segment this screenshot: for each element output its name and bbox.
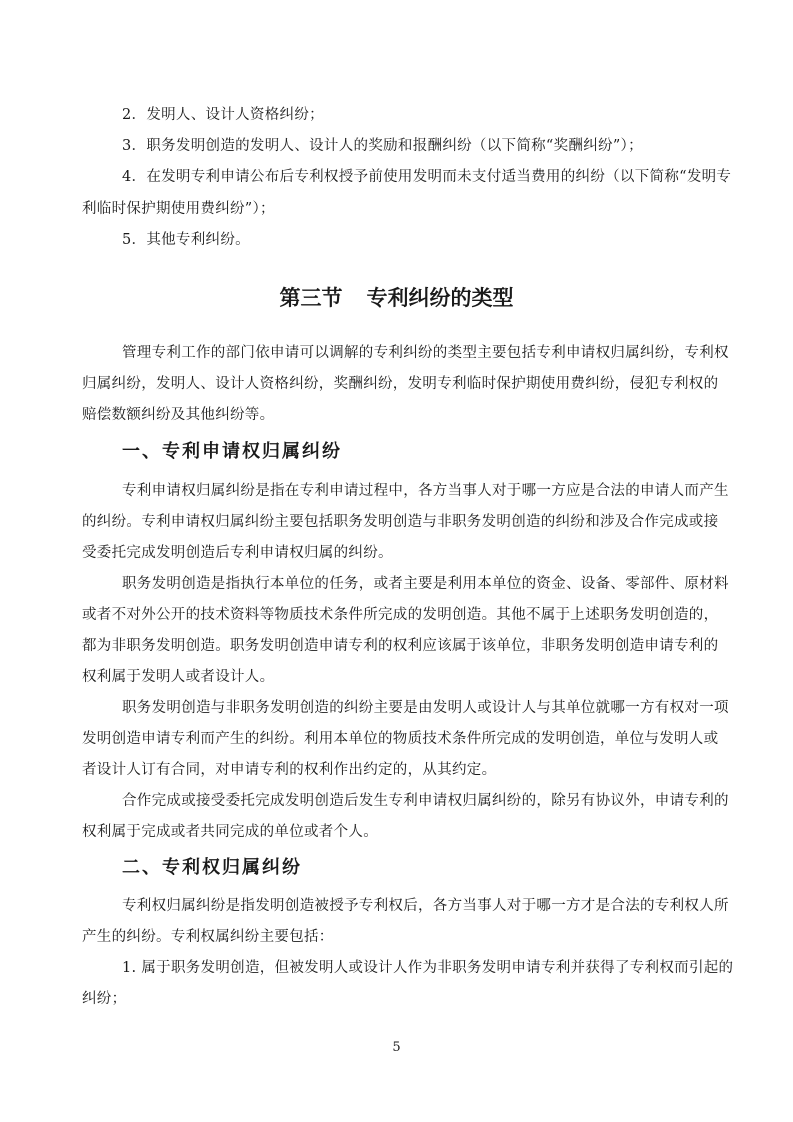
paragraph-line: 专利申请权归属纠纷是指在专利申请过程中，各方当事人对于哪一方应是合法的申请人而产生: [122, 483, 729, 499]
paragraph-line: 管理专利工作的部门依申请可以调解的专利纠纷的类型主要包括专利申请权归属纠纷，专利权: [122, 345, 729, 361]
list-item: 5．其他专利纠纷。: [122, 232, 250, 248]
paragraph-line: 职务发明创造与非职务发明创造的纠纷主要是由发明人或设计人与其单位就哪一方有权对一项: [122, 700, 729, 716]
section-title: [0, 284, 793, 312]
heading-patent-right-ownership: 二、专利权归属纠纷: [122, 857, 302, 878]
page-number: 5: [392, 1040, 401, 1055]
paragraph-line: 受委托完成发明创造后专利申请权归属的纠纷。: [82, 545, 393, 561]
paragraph-line: 都为非职务发明创造。职务发明创造申请专利的权利应该属于该单位，非职务发明创造申请专利的: [82, 638, 719, 654]
paragraph-line: 权利属于发明人或者设计人。: [82, 669, 275, 685]
list-item: 3．职务发明创造的发明人、设计人的奖励和报酬纠纷（以下简称“奖酬纠纷”）；: [122, 138, 643, 154]
paragraph-line: 合作完成或接受委托完成发明创造后发生专利申请权归属纠纷的，除另有协议外，申请专利的: [122, 793, 729, 809]
list-item: 4．在发明专利申请公布后专利权授予前使用发明而未支付适当费用的纠纷（以下简称“发明专: [122, 169, 732, 185]
paragraph-line: 归属纠纷，发明人、设计人资格纠纷，奖酬纠纷，发明专利临时保护期使用费纠纷，侵犯专利权的: [82, 376, 719, 392]
section-title-text: 专利纠纷的类型: [366, 286, 514, 310]
paragraph-line: 专利权归属纠纷是指发明创造被授予专利权后，各方当事人对于哪一方才是合法的专利权人所: [122, 898, 729, 914]
paragraph-line: 产生的纠纷。专利权属纠纷主要包括：: [82, 929, 334, 945]
paragraph-line: 赔偿数额纠纷及其他纠纷等。: [82, 407, 275, 423]
list-item: 1. 属于职务发明创造，但被发明人或设计人作为非职务发明申请专利并获得了专利权而引起的: [122, 960, 734, 976]
paragraph-line: 的纠纷。专利申请权归属纠纷主要包括职务发明创造与非职务发明创造的纠纷和涉及合作完成或接: [82, 514, 719, 530]
paragraph-line: 职务发明创造是指执行本单位的任务，或者主要是利用本单位的资金、设备、零部件、原材料: [122, 576, 729, 592]
list-item-continuation: 纠纷；: [82, 991, 127, 1007]
paragraph-line: 发明创造申请专利而产生的纠纷。利用本单位的物质技术条件所完成的发明创造，单位与发明人或: [82, 731, 719, 747]
paragraph-line: 者设计人订有合同，对申请专利的权利作出约定的，从其约定。: [82, 762, 497, 778]
heading-patent-application-right: 一、专利申请权归属纠纷: [122, 441, 342, 462]
section-number: 第三节: [279, 286, 343, 310]
list-item-continuation: 利临时保护期使用费纠纷”）；: [82, 201, 275, 217]
paragraph-line: 权利属于完成或者共同完成的单位或者个人。: [82, 824, 378, 840]
paragraph-line: 或者不对外公开的技术资料等物质技术条件所完成的发明创造。其他不属于上述职务发明创造的，: [82, 607, 719, 623]
list-item: 2．发明人、设计人资格纠纷；: [122, 107, 324, 123]
